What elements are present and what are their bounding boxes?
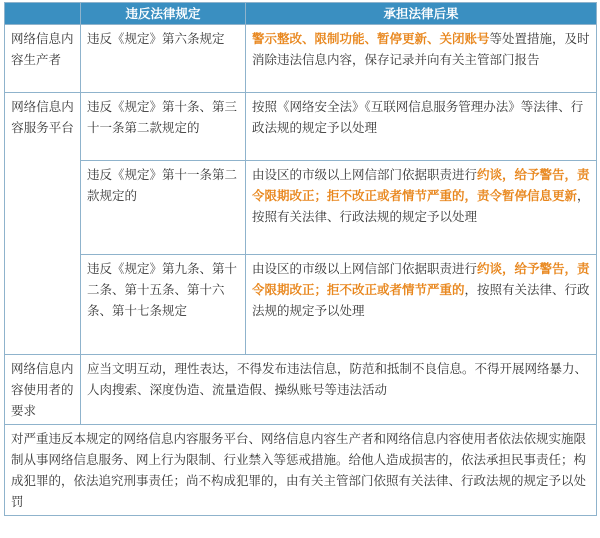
consequence-text: ，按照有关法律、行政法规的规定予以处理	[252, 282, 590, 318]
party-platform: 网络信息内容服务平台	[5, 93, 81, 355]
consequence-text: ，按照有关法律、行政法规的规定予以处理	[252, 188, 590, 224]
party-user: 网络信息内容使用者的要求	[5, 355, 81, 425]
user-requirement-cell: 应当文明互动，理性表达，不得发布违法信息，防范和抵制不良信息。不得开展网络暴力、人肉搜索、深度伪造、流量造假、操纵账号等违法活动	[81, 355, 597, 425]
party-producer: 网络信息内容生产者	[5, 25, 81, 93]
table-row	[5, 93, 597, 161]
highlighted-measures: 约谈，给予警告，责令限期改正；拒不改正或者情节严重的	[252, 261, 590, 297]
consequence-cell: 按照《网络安全法》《互联网信息服务管理办法》等法律、行政法规的规定予以处理	[246, 93, 597, 161]
table-row	[5, 425, 597, 516]
consequence-text: 由设区的市级以上网信部门依据职责进行	[252, 261, 478, 276]
consequence-text: 等处置措施，及时消除违法信息内容，保存记录并向有关主管部门报告	[252, 31, 590, 67]
highlighted-measures: 警示整改、限制功能、暂停更新、关闭账号	[252, 31, 490, 46]
header-party	[5, 3, 81, 25]
table-row	[5, 25, 597, 93]
highlighted-measures: 约谈，给予警告，责令限期改正；拒不改正或者情节严重的，责令暂停信息更新	[252, 167, 590, 203]
consequence-cell	[246, 25, 597, 93]
law-table	[4, 2, 597, 516]
consequence-text: 由设区的市级以上网信部门依据职责进行	[252, 167, 478, 182]
header-consequence: 承担法律后果	[246, 3, 597, 25]
consequence-cell	[246, 161, 597, 255]
consequence-cell	[246, 255, 597, 355]
header-violation: 违反法律规定	[81, 3, 246, 25]
footer-note: 对严重违反本规定的网络信息内容服务平台、网络信息内容生产者和网络信息内容使用者依法依规实施限制从事网络信息服务、网上行为限制、行业禁入等惩戒措施。给他人造成损害的，依法承担民事责任；构成犯罪的，依法追究刑事责任；尚不构成犯罪的，由有关主管部门依照有关法律、行政法规的规定予以处罚	[5, 425, 597, 516]
violation-cell: 违反《规定》第十一条第二款规定的	[81, 161, 246, 255]
violation-cell: 违反《规定》第九条、第十二条、第十五条、第十六条、第十七条规定	[81, 255, 246, 355]
table-row	[5, 355, 597, 425]
table-header-row	[5, 3, 597, 25]
violation-cell: 违反《规定》第十条、第三十一条第二款规定的	[81, 93, 246, 161]
table-row	[5, 255, 597, 355]
table-row	[5, 161, 597, 255]
violation-cell: 违反《规定》第六条规定	[81, 25, 246, 93]
